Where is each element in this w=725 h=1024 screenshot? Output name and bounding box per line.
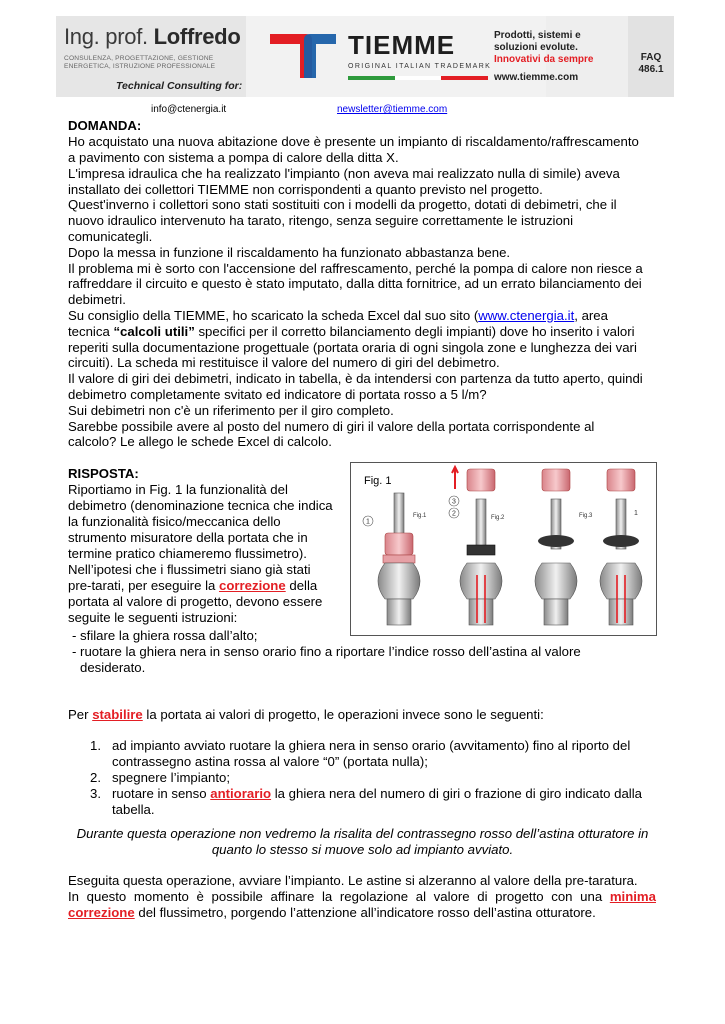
step-text: spegnere l’impianto; — [112, 770, 231, 785]
risposta-title: RISPOSTA: — [68, 466, 139, 481]
tiemme-mark-icon — [266, 30, 340, 82]
correzione-highlight: correzione — [219, 578, 286, 593]
tecnica-line: tecnica “calcoli utili” specifici per il corretto bilanciamento degli impianti) dove ho inserito i valori — [68, 324, 635, 339]
step-number: 1. — [90, 738, 101, 753]
email-left[interactable]: info@ctenergia.it — [151, 104, 227, 115]
risposta-line: debimetro (denominazione tecnica che indica — [68, 498, 333, 513]
callout: 2 — [452, 510, 456, 518]
faq-badge: FAQ 486.1 — [628, 16, 674, 97]
risposta-line: seguite le seguenti istruzioni: — [68, 610, 238, 625]
instruction-item: - ruotare la ghiera nera in senso orario fino a riportare l’indice rosso dell’astina al valore — [72, 644, 581, 659]
pretarati-line: pre-tarati, per eseguire la correzione della — [68, 578, 318, 593]
risposta-line: strumento misuratore della portata che in — [68, 530, 308, 545]
page-header — [56, 16, 674, 97]
domanda-line: Dopo la messa in funzione il riscaldamento ha funzionato abbastanza bene. — [68, 245, 511, 260]
domanda-line: calcolo? Le allego le schede Excel di calcolo. — [68, 434, 332, 449]
stabilire-line: Per stabilire la portata ai valori di progetto, le operazioni invece sono le seguenti: — [68, 707, 544, 722]
tiemme-website[interactable]: www.tiemme.com — [494, 72, 579, 83]
step-text: ruotare in senso antiorario la ghiera nera del numero di giri o frazione di giro indicato dalla — [112, 786, 642, 801]
italian-flag-stripe — [348, 76, 488, 80]
step-number: 3. — [90, 786, 101, 801]
consiglio-line: Su consiglio della TIEMME, ho scaricato la scheda Excel dal suo sito (www.ctenergia.it, area — [68, 308, 608, 323]
domanda-line: Quest'inverno i collettori sono stati sostituiti con i modelli da progetto, dotati di debimetri, che il — [68, 197, 617, 212]
loffredo-logo — [56, 16, 246, 97]
domanda-line: Il valore di giri dei debimetri, indicato in tabella, è da intendersi con partenza da tutto aperto, quindi — [68, 371, 643, 386]
antiorario-highlight: antiorario — [210, 786, 272, 801]
step-text: ad impianto avviato ruotare la ghiera nera in senso orario (avvitamento) fino al riporto del — [112, 738, 631, 753]
brand-name: Ing. prof. Loffredo — [64, 24, 241, 49]
final-line: correzione del flussimetro, porgendo l’attenzione all’indicatore rosso dell’astina otturatore. — [68, 905, 596, 920]
domanda-line: debimetro completamente svitato ed indicatore di portata rosso a 5 l/m? — [68, 387, 487, 402]
minima-highlight: minima — [609, 889, 656, 904]
final-line: In questo momento è possibile affinare la regolazione al valore di progetto con una minima — [68, 889, 656, 904]
final-line: Eseguita questa operazione, avviare l’impianto. Le astine si alzeranno al valore della pre-taratura. — [68, 873, 638, 888]
domanda-line: Sui debimetri non c'è un riferimento per il giro completo. — [68, 403, 394, 418]
instruction-item: - sfilare la ghiera rossa dall’alto; — [72, 628, 258, 643]
flow-meter-2 — [452, 467, 502, 625]
risposta-line: portata al valore di progetto, devono essere — [68, 594, 323, 609]
sub-fig-label: Fig.3 — [579, 513, 593, 519]
technical-consulting-label: Technical Consulting for: — [116, 80, 243, 92]
step-number: 2. — [90, 770, 101, 785]
callout: 3 — [452, 498, 456, 506]
domanda-title: DOMANDA: — [68, 118, 142, 133]
domanda-line: raffreddare il circuito e questo è stato imputato, dalla ditta fornitrice, ad un errato bilanciamento dei — [68, 276, 642, 291]
tiemme-slogan: Prodotti, sistemi e soluzioni evolute. Innovativi da sempre www.tiemme.com — [494, 30, 624, 83]
domanda-line: nuovo idraulico intervenuto ha tarato, ritengo, senza seguire correttamente le istruzioni — [68, 213, 574, 228]
domanda-line: Il problema mi è sorto con l'accensione del raffrescamento, perché la pompa di calore non riesce a — [68, 261, 643, 276]
email-right-link[interactable]: newsletter@tiemme.com — [337, 104, 448, 115]
domanda-line: debimetri. — [68, 292, 126, 307]
flow-meter-3 — [535, 469, 577, 625]
domanda-line: comunicategli. — [68, 229, 153, 244]
domanda-line: a pavimento con sistema a pompa di calore della ditta X. — [68, 150, 399, 165]
risposta-line: termine pratico chiameremo flussimetro). — [68, 546, 307, 561]
callout: 1 — [366, 518, 370, 526]
figure-label: Fig. 1 — [364, 475, 392, 487]
figure-1-box — [350, 462, 657, 636]
domanda-line: circuiti). La scheda mi restituisce il valore del numero di giri del debimetro. — [68, 355, 500, 370]
ctenergia-link[interactable]: www.ctenergia.it — [478, 308, 575, 323]
domanda-line: reperiti sulla documentazione progettuale (portata oraria di ogni singola zone e lunghezza dei vari — [68, 340, 637, 355]
domanda-line: Ho acquistato una nuova abitazione dove è presente un impianto di riscaldamento/raffrescamento — [68, 134, 639, 149]
tiemme-tagline: ORIGINAL ITALIAN TRADEMARK — [348, 63, 492, 70]
domanda-line: installato dei collettori TIEMME non corrispondenti a quanto previsto nel progetto. — [68, 182, 543, 197]
step-text: contrassegno astina rossa al valore “0” (portata nulla); — [112, 754, 428, 769]
correzione-highlight: correzione — [68, 905, 135, 920]
flow-meter-illustration — [351, 463, 656, 635]
sub-fig-label: Fig.1 — [413, 513, 427, 519]
sub-fig-label: Fig.2 — [491, 515, 505, 521]
stabilire-highlight: stabilire — [92, 707, 143, 722]
risposta-line: Riportiamo in Fig. 1 la funzionalità del — [68, 482, 288, 497]
note-line: quanto lo stesso si muove solo ad impianto avviato. — [211, 842, 514, 857]
risposta-line: Nell’ipotesi che i flussimetri siano già stati — [68, 562, 311, 577]
instruction-item: desiderato. — [80, 660, 146, 675]
brand-subtitle: CONSULENZA, PROGETTAZIONE, GESTIONE ENERGETICA, ISTRUZIONE PROFESSIONALE — [64, 55, 216, 70]
domanda-line: Sarebbe possibile avere al posto del numero di giri il valore della portata corrispondente al — [68, 419, 595, 434]
tiemme-wordmark: TIEMME — [348, 30, 456, 60]
callout: 1 — [634, 510, 638, 517]
step-text: tabella. — [112, 802, 155, 817]
domanda-line: L'impresa idraulica che ha realizzato l'impianto (non aveva mai realizzato nulla di simile) aveva — [68, 166, 620, 181]
risposta-line: la funzionalità fisico/meccanica dello — [68, 514, 281, 529]
note-line: Durante questa operazione non vedremo la risalita del contrassegno rosso dell’astina otturatore in — [76, 826, 649, 841]
flow-meter-4 — [600, 469, 642, 625]
